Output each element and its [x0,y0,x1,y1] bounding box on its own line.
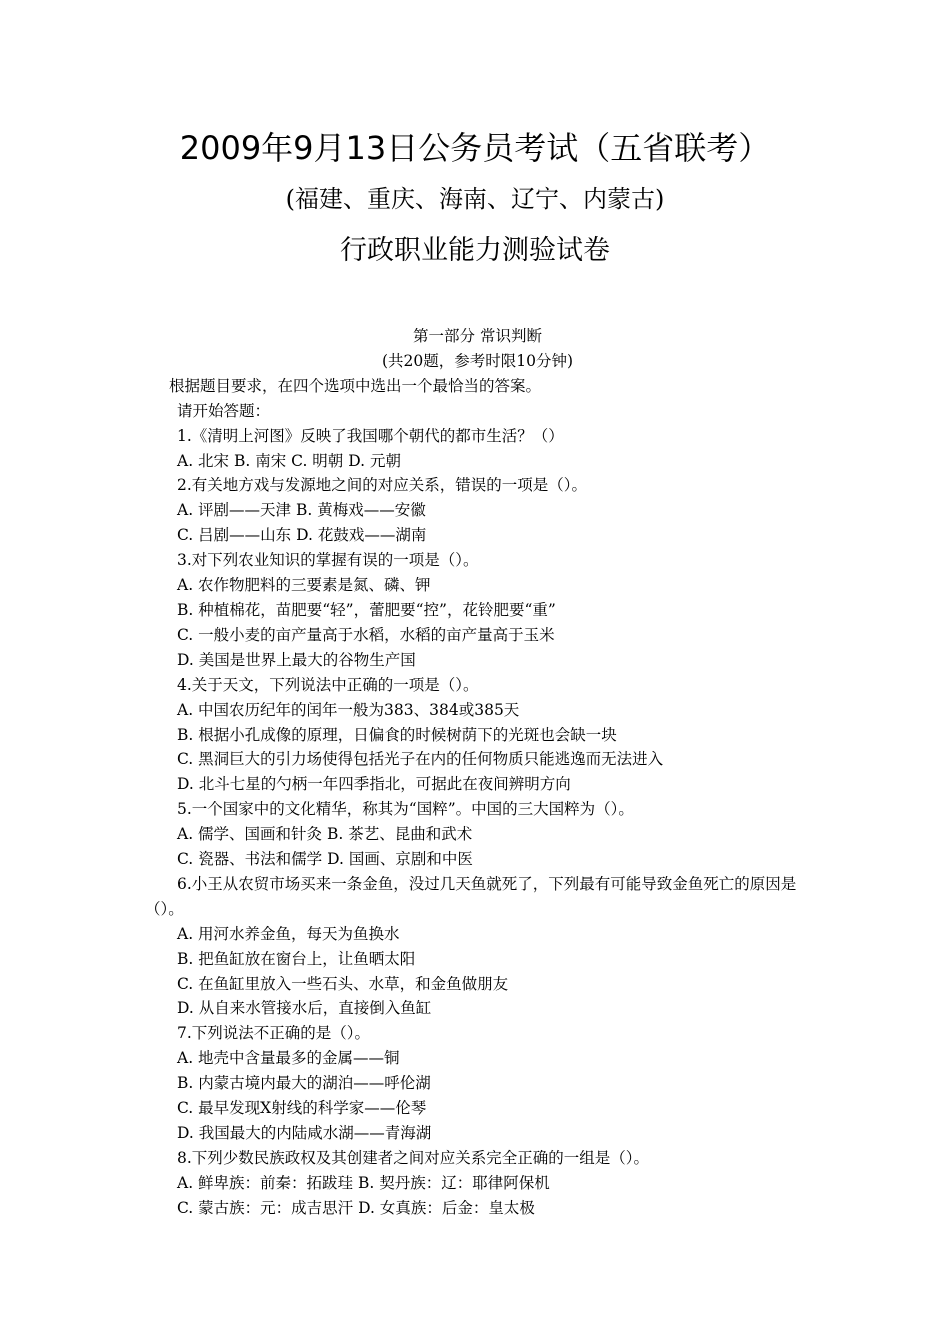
question-option: D. 美国是世界上最大的谷物生产国 [177,650,416,669]
document-title: 2009年9月13日公务员考试（五省联考） [179,129,771,167]
question-option: B. 种植棉花，苗肥要“轻”，蕾肥要“控”，花铃肥要“重” [177,600,556,619]
question-option: D. 从自来水管接水后，直接倒入鱼缸 [177,999,432,1018]
question-4 [145,673,810,798]
question-option: A. 地壳中含量最多的金属——铜 [177,1049,400,1068]
section-instruction: 根据题目要求，在四个选项中选出一个最恰当的答案。 [169,376,542,395]
document-body [145,324,810,1221]
start-prompt: 请开始答题： [177,401,271,420]
question-stem: 8.下列少数民族政权及其创建者之间对应关系完全正确的一组是（）。 [177,1148,650,1167]
question-stem: 3.对下列农业知识的掌握有误的一项是（）。 [177,551,479,570]
section-heading: 第一部分 常识判断 [413,327,542,345]
exam-name: 行政职业能力测验试卷 [340,235,610,266]
question-stem: 2.有关地方戏与发源地之间的对应关系，错误的一项是（）。 [177,476,588,495]
question-option: A. 北宋 B. 南宋 C. 明朝 D. 元朝 [177,451,401,470]
question-option: B. 把鱼缸放在窗台上，让鱼晒太阳 [177,949,416,968]
question-3 [145,548,810,673]
question-option: A. 农作物肥料的三要素是氮、磷、钾 [177,576,431,595]
question-option: C. 蒙古族：元：成吉思汗 D. 女真族：后金：皇太极 [177,1198,535,1217]
question-option: A. 鲜卑族：前秦：拓跋珪 B. 契丹族：辽：耶律阿保机 [177,1173,550,1192]
question-list [145,424,810,1221]
question-option: A. 儒学、国画和针灸 B. 茶艺、昆曲和武术 [177,825,473,844]
question-5 [145,797,810,872]
question-option: A. 中国农历纪年的闰年一般为383、384或385天 [177,700,520,719]
question-8 [145,1146,810,1221]
question-stem: 1.《清明上河图》反映了我国哪个朝代的都市生活？（） [177,426,564,445]
question-stem: 4.关于天文，下列说法中正确的一项是（）。 [177,675,479,694]
question-stem: 6.小王从农贸市场买来一条金鱼，没过几天鱼就死了，下列最有可能导致金鱼死亡的原因是（）。 [145,874,797,918]
question-option: A. 用河水养金鱼，每天为鱼换水 [177,924,400,943]
question-option: C. 最早发现X射线的科学家——伦琴 [177,1099,427,1118]
question-1 [145,424,810,474]
question-option: C. 黑洞巨大的引力场使得包括光子在内的任何物质只能逃逸而无法进入 [177,750,664,769]
section-note: (共20题，参考时限10分钟) [381,351,574,370]
question-stem: 5.一个国家中的文化精华，称其为“国粹”。中国的三大国粹为（）。 [177,800,634,819]
question-option: A. 评剧——天津 B. 黄梅戏——安徽 [177,501,426,520]
question-7 [145,1021,810,1146]
question-option: C. 瓷器、书法和儒学 D. 国画、京剧和中医 [177,850,473,869]
question-option: C. 吕剧——山东 D. 花鼓戏——湖南 [177,526,427,545]
question-option: B. 根据小孔成像的原理，日偏食的时候树荫下的光斑也会缺一块 [177,725,617,744]
question-stem: 7.下列说法不正确的是（）。 [177,1024,371,1043]
question-option: B. 内蒙古境内最大的湖泊——呼伦湖 [177,1074,431,1093]
document-subtitle: (福建、重庆、海南、辽宁、内蒙古) [285,185,665,213]
question-2 [145,473,810,548]
question-option: C. 在鱼缸里放入一些石头、水草，和金鱼做朋友 [177,974,509,993]
question-option: C. 一般小麦的亩产量高于水稻，水稻的亩产量高于玉米 [177,625,555,644]
question-6 [145,872,810,1021]
question-option: D. 我国最大的内陆咸水湖——青海湖 [177,1124,432,1142]
question-option: D. 北斗七星的勺柄一年四季指北，可据此在夜间辨明方向 [177,775,571,794]
